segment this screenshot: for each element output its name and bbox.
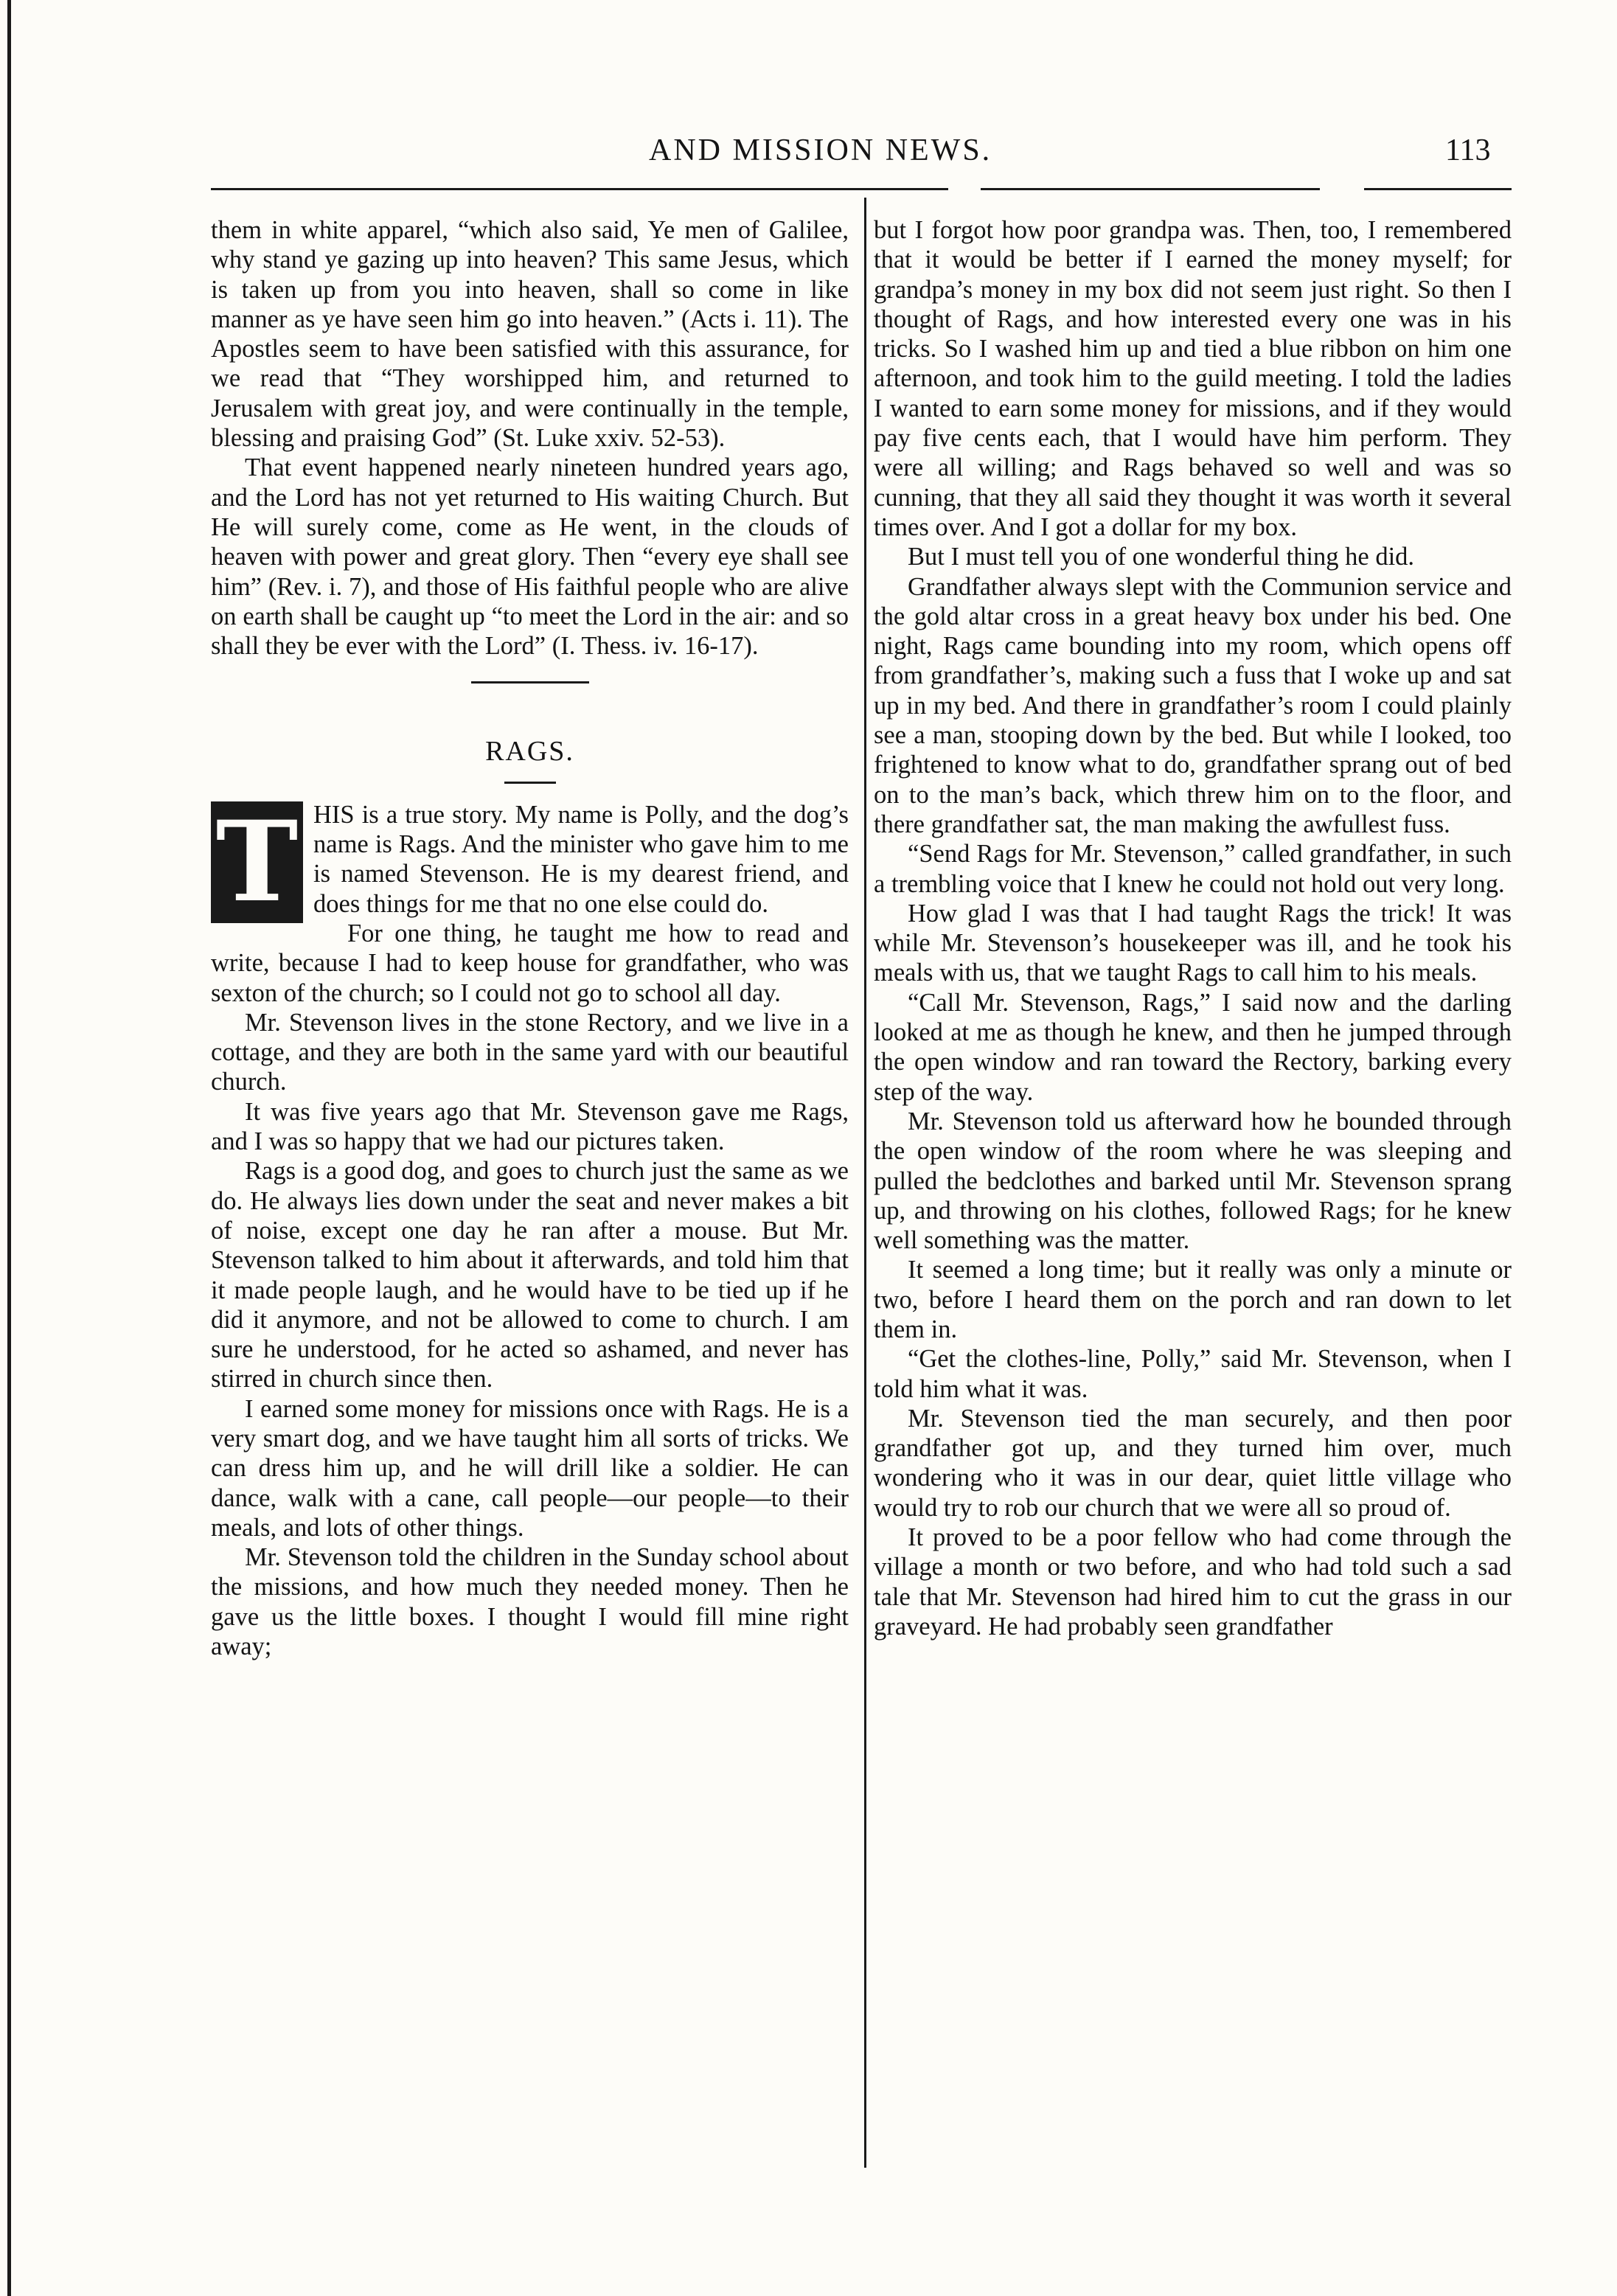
right-column — [874, 215, 1512, 1641]
dropcap-letter: T — [211, 801, 303, 923]
paragraph: It seemed a long time; but it really was only a minute or two, before I heard them on the porch and ran down to let them in. — [874, 1256, 1512, 1343]
paragraph: For one thing, he taught me how to read and write, because I had to keep house for grandfather, who was sexton of the church; so I could not go to school all day. — [211, 919, 849, 1007]
paragraph: But I must tell you of one wonderful thing he did. — [908, 543, 1415, 571]
paragraph: How glad I was that I had taught Rags the trick! It was while Mr. Stevenson’s housekeeper was ill, and he took his meals with us, that we taught Rags to call him to his meals. — [874, 899, 1512, 987]
left-margin-line — [7, 0, 11, 2296]
page-number: 113 — [1445, 133, 1491, 167]
paragraph: It was five years ago that Mr. Stevenson gave me Rags, and I was so happy that we had our pictures taken. — [211, 1097, 849, 1156]
paragraph: Mr. Stevenson lives in the stone Rectory, and we live in a cottage, and they are both in the same yard with our beautiful church. — [211, 1008, 849, 1096]
opening-paragraph-text: HIS is a true story. My name is Polly, and the dog’s name is Rags. And the minister who gave him to me is named Stevenson. He is my dearest friend, and does things for me that no one else could do. — [313, 800, 849, 918]
paragraph: “Get the clothes-line, Polly,” said Mr. Stevenson, when I told him what it was. — [874, 1345, 1512, 1403]
paragraph: Grandfather always slept with the Communion service and the gold altar cross in a great heavy box under his bed. One night, Rags came bounding into my room, which opens off from grandfather’s, making such a fuss that I woke up and sat up in my bed. And there in grandfather’s room I could plainly see a man, stooping down by the bed. But while I looked, too frightened to know what to do, grandfather sprang out of bed on to the man’s back, which threw him on to the floor, and there grandfather sat, the man making the awfullest fuss. — [874, 572, 1512, 838]
paragraph: Rags is a good dog, and goes to church just the same as we do. He always lies down under the seat and never makes a bit of noise, except one day he ran after a mouse. But Mr. Stevenson talked to him about it afterwards, and told him that it made people laugh, and he would have to be tied up if he did it anymore, and not be allowed to come to church. I am sure he understood, for he acted so ashamed, and never has stirred in church since then. — [211, 1157, 849, 1394]
header-rule-right — [1364, 188, 1512, 190]
header-rule-left — [211, 188, 948, 190]
section-separator-rule — [471, 681, 589, 683]
paragraph: them in white apparel, “which also said, Ye men of Galilee, why stand ye gazing up into heaven? This same Jesus, which is taken up from you into heaven, shall so come in like manner as ye have seen him go into heaven.” (Acts i. 11). The Apostles seem to have been satisfied with this assurance, for we read that “They worshipped him, and returned to Jerusalem with great joy, and were continually in the temple, blessing and praising God” (St. Luke xxiv. 52-53). — [211, 216, 849, 453]
column-divider — [864, 198, 866, 2168]
paragraph: “Send Rags for Mr. Stevenson,” called grandfather, in such a trembling voice that I knew he could not hold out very long. — [874, 840, 1512, 898]
paragraph: Mr. Stevenson tied the man securely, and then poor grandfather got up, and they turned him over, much wondering who it was in our dear, quiet little village who would try to rob our church that we were all so proud of. — [874, 1404, 1512, 1522]
paragraph: I earned some money for missions once with Rags. He is a very smart dog, and we have taught him all sorts of tricks. We can dress him up, and he will drill like a soldier. He can dance, walk with a cane, call people—our people—to their meals, and lots of other things. — [211, 1394, 849, 1542]
running-head: AND MISSION NEWS. — [649, 133, 992, 167]
section-title: RAGS. — [485, 736, 574, 768]
paragraph: That event happened nearly nineteen hundred years ago, and the Lord has not yet returned to His waiting Church. But He will surely come, come as He went, in the clouds of heaven with power and great glory. Then “every eye shall see him” (Rev. i. 7), and those of His faithful people who are alive on earth shall be caught up “to meet the Lord in the air: and so shall they be ever with the Lord” (I. Thess. iv. 16-17). — [211, 453, 849, 661]
left-column — [211, 215, 849, 1661]
paragraph: It proved to be a poor fellow who had come through the village a month or two before, and who had told such a sad tale that Mr. Stevenson had hired him to cut the grass in our graveyard. He had probably seen grandfather — [874, 1523, 1512, 1641]
paragraph: Mr. Stevenson told us afterward how he bounded through the open window of the room where he was sleeping and pulled the bedclothes and barked until Mr. Stevenson sprang up, and throwing on his clothes, followed Rags; for he knew well something was the matter. — [874, 1107, 1512, 1255]
title-underline-rule — [504, 782, 556, 784]
paragraph: “Call Mr. Stevenson, Rags,” I said now and the darling looked at me as though he knew, and then he jumped through the open window and ran toward the Rectory, barking every step of the way. — [874, 988, 1512, 1106]
opening-paragraph — [211, 797, 849, 928]
paragraph: Mr. Stevenson told the children in the Sunday school about the missions, and how much they needed money. Then he gave us the little boxes. I thought I would fill mine right away; — [211, 1543, 849, 1661]
header-rule-middle — [981, 188, 1320, 190]
paragraph: but I forgot how poor grandpa was. Then, too, I remembered that it would be better if I earned the money myself; for grandpa’s money in my box did not seem just right. So then I thought of Rags, and how interested every one was in his tricks. So I washed him up and tied a blue ribbon on him one afternoon, and took him to the guild meeting. I told the ladies I wanted to earn some money for missions, and if they would pay five cents each, that I would have him perform. They were all willing; and Rags behaved so well and was so cunning, that they all said they thought it was worth it several times over. And I got a dollar for my box. — [874, 216, 1512, 541]
